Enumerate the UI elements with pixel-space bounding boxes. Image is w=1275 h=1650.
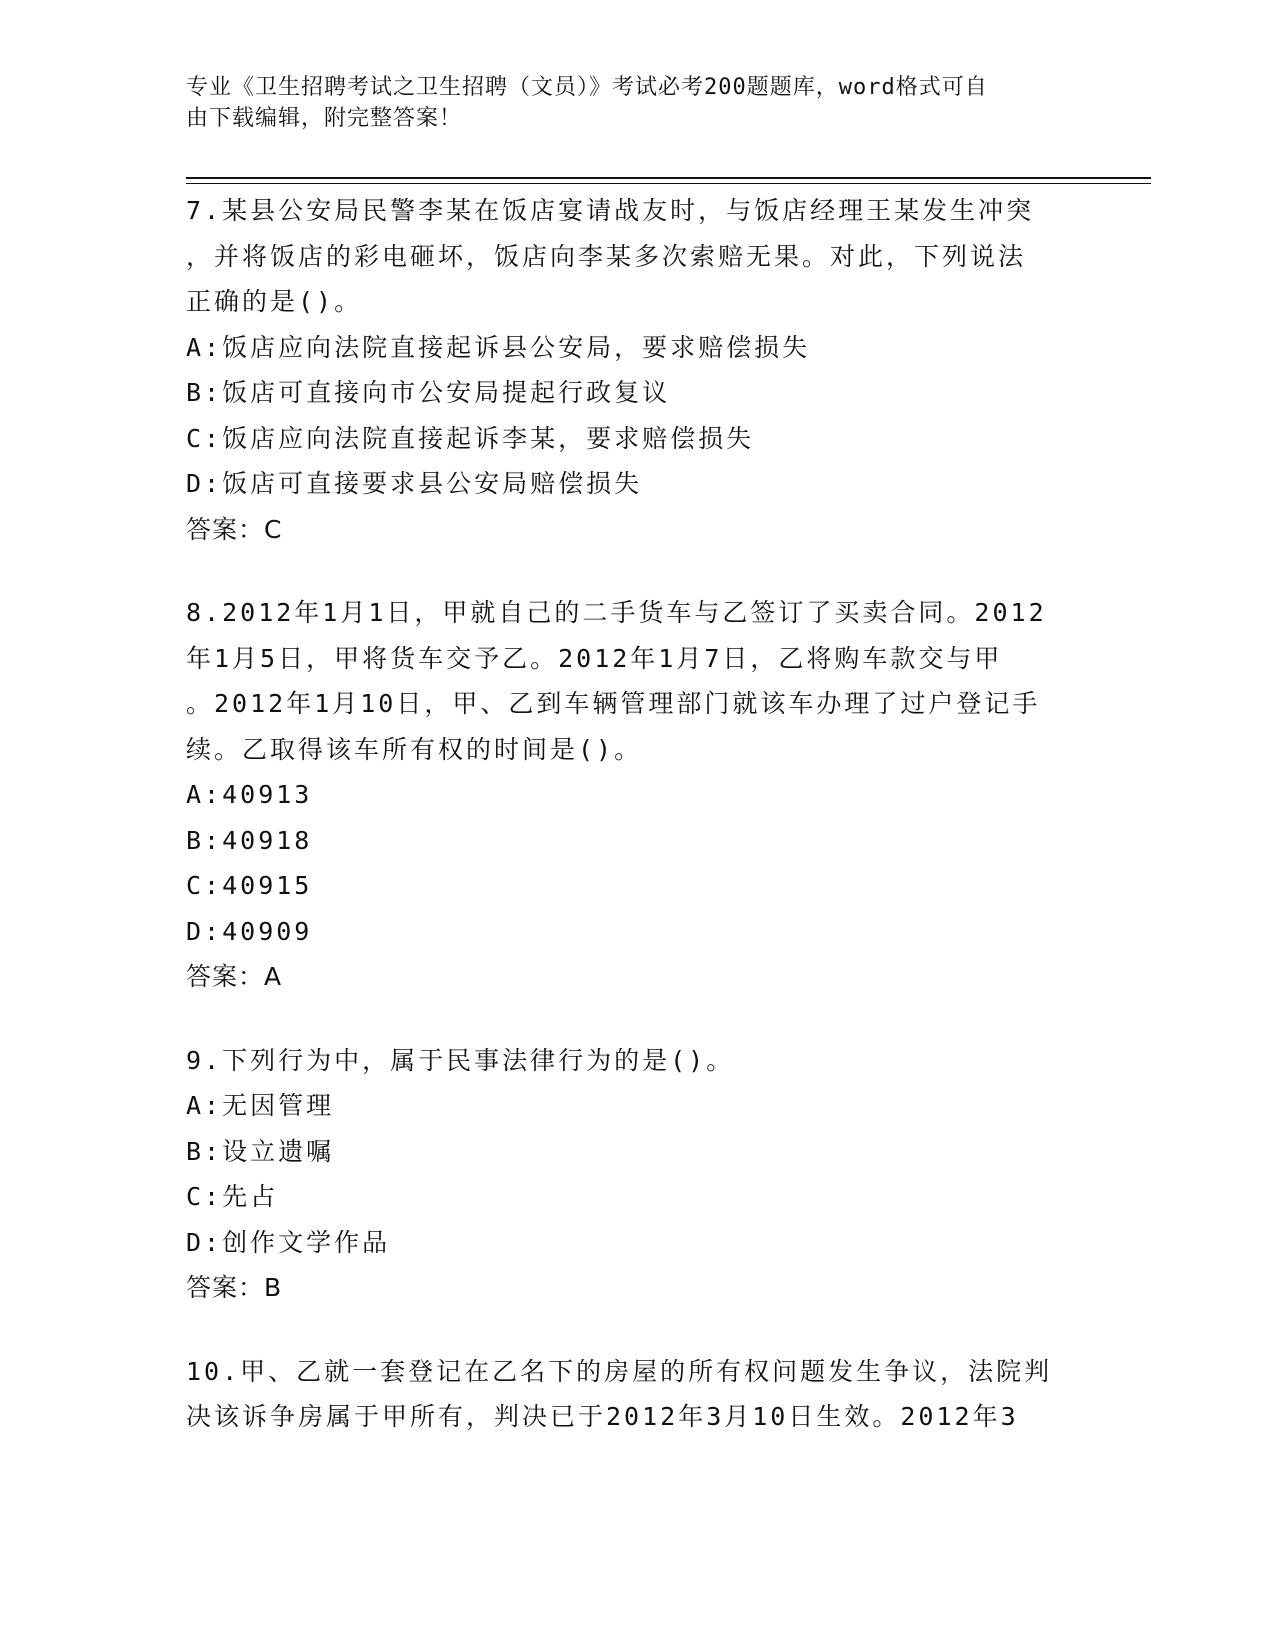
- option-d: D:饭店可直接要求县公安局赔偿损失: [186, 469, 643, 498]
- question-list: [186, 188, 1076, 1478]
- option-b: B:40918: [186, 825, 313, 855]
- question-stem-line: ，并将饭店的彩电砸坏，饭店向李某多次索赔无果。对此，下列说法: [186, 241, 1027, 271]
- answer-line: 答案：C: [186, 514, 283, 544]
- option-d: D:创作文学作品: [186, 1227, 391, 1257]
- option-c: C:40915: [186, 871, 313, 900]
- question-9: [186, 1038, 1076, 1311]
- option-b: B:设立遗嘱: [186, 1136, 335, 1166]
- question-stem-line: 正确的是()。: [186, 287, 363, 316]
- question-10: [186, 1349, 1076, 1440]
- option-b: B:饭店可直接向市公安局提起行政复议: [186, 378, 671, 407]
- question-stem-line: 8.2012年1月1日，甲就自己的二手货车与乙签订了买卖合同。2012: [186, 598, 1047, 627]
- question-stem-line: 年1月5日，甲将货车交予乙。2012年1月7日，乙将购车款交与甲: [186, 643, 1003, 673]
- option-c: C:先占: [186, 1182, 279, 1211]
- answer-line: 答案：B: [186, 1273, 283, 1302]
- question-stem-line: 10.甲、乙就一套登记在乙名下的房屋的所有权问题发生争议，法院判: [186, 1356, 1053, 1386]
- answer-line: 答案：A: [186, 962, 283, 991]
- option-a: A:无因管理: [186, 1091, 335, 1120]
- option-d: D:40909: [186, 916, 313, 946]
- option-a: A:40913: [186, 780, 313, 809]
- header-intro-line: 由下载编辑，附完整答案！: [186, 106, 463, 131]
- option-a: A:饭店应向法院直接起诉县公安局，要求赔偿损失: [186, 332, 811, 362]
- question-stem-line: 。2012年1月10日，甲、乙到车辆管理部门就该车办理了过户登记手: [186, 689, 1041, 718]
- question-stem-line: 9.下列行为中，属于民事法律行为的是()。: [186, 1045, 735, 1075]
- question-stem-line: 决该诉争房属于甲所有，判决已于2012年3月10日生效。2012年3: [186, 1402, 1019, 1431]
- question-stem-line: 7.某县公安局民警李某在饭店宴请战友时，与饭店经理王某发生冲突: [186, 196, 1035, 225]
- header-rule: [186, 177, 1151, 179]
- question-7: [186, 188, 1076, 552]
- header-intro-line: 专业《卫生招聘考试之卫生招聘（文员）》考试必考200题题库，word格式可自: [186, 75, 988, 100]
- document-header: [186, 72, 1076, 134]
- question-stem-line: 续。乙取得该车所有权的时间是()。: [186, 734, 643, 764]
- header-rule-thin: [186, 183, 1151, 184]
- option-c: C:饭店应向法院直接起诉李某，要求赔偿损失: [186, 423, 755, 453]
- question-8: [186, 590, 1076, 1000]
